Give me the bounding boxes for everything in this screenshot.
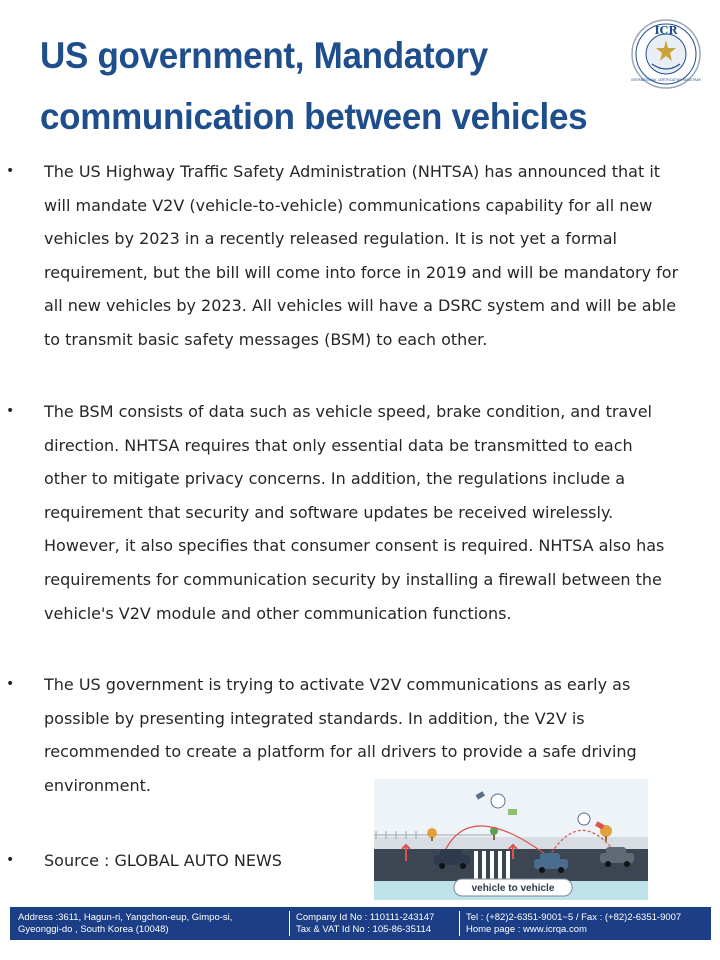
source-text: Source : GLOBAL AUTO NEWS [44,851,282,870]
title-line-1: US government, Mandatory [40,35,488,77]
footer-address [18,912,288,936]
logo-text: ICR [654,24,678,37]
bullet-marker: • [6,676,15,692]
bullet-marker: • [6,852,15,868]
figure-caption: vehicle to vehicle [471,883,555,894]
homepage: Home page : www.icrqa.com [466,924,587,935]
page-title [40,26,610,148]
list-item [6,155,680,357]
list-item [6,395,680,630]
tel-fax: Tel : (+82)2-6351-9001~5 / Fax : (+82)2-6351-9007 [466,912,682,923]
bullet-text: The US government is trying to activate V2V communications as early as possible by presenting integrated standards. In addition, the V2V is recommended to create a platform for all drivers to provide a safe driving environment. [44,675,637,795]
bullet-text: The BSM consists of data such as vehicle speed, brake condition, and travel direction. NHTSA requires that only essential data be transmitted to each other to mitigate privacy concerns. In addition, the regulations include a requirement that security and software updates be received wirelessly. However, it also specifies that consumer consent is required. NHTSA also has requirements for communication security by installing a firewall between the vehicle's V2V module and other communication functions. [44,402,665,623]
footer-contact [466,912,711,936]
icr-logo [630,18,702,90]
logo-ring-text: INTERNATIONAL CERTIFICATION REGISTRAR [631,78,701,82]
bullet-marker: • [6,163,15,179]
address-line-2: Gyeonggi-do , South Korea (10048) [18,924,169,935]
company-id: Company Id No : 110111-243147 [296,912,435,923]
tax-id: Tax & VAT Id No : 105-86-35114 [296,924,432,935]
icr-seal-icon [630,18,702,90]
title-line-2: communication between vehicles [40,96,588,138]
address-line-1: Address :3611, Hagun-ri, Yangchon-eup, Gimpo-si, [18,912,233,923]
footer [10,907,711,940]
bullet-marker: • [6,403,15,419]
footer-company-ids [296,912,456,936]
v2v-illustration [374,779,648,900]
footer-divider [459,911,460,936]
footer-divider [289,911,290,936]
bullet-text: The US Highway Traffic Safety Administration (NHTSA) has announced that it will mandate V2V (vehicle-to-vehicle) communications capability for all new vehicles by 2023 in a recently released regulation. It is not yet a formal requirement, but the bill will come into force in 2019 and will be mandatory for all new vehicles by 2023. All vehicles will have a DSRC system and will be able to transmit basic safety messages (BSM) to each other. [44,162,679,349]
